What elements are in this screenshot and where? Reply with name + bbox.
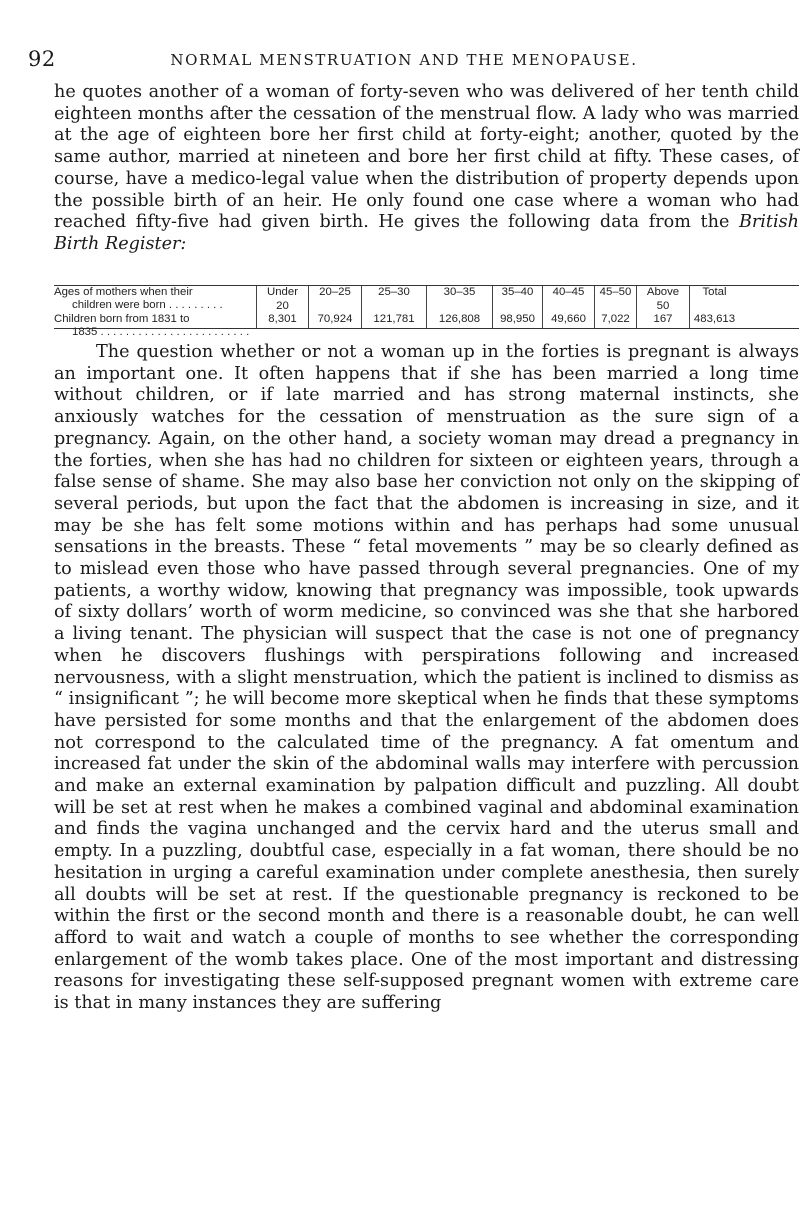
paragraph-pregnancy-question: The question whether or not a woman up in the forties is pregnant is always an important one. It often happens that if she has been married a long time without children, or if late married and has strong maternal instincts, she anxiously watches for the cessation of menstruation as the sure sign of a pregnancy. Again, on the other hand, a society woman may dread a pregnancy in the forties, when she has had no children for sixteen or eighteen years, through a false sense of shame. She may also base her conviction not only on the skipping of several periods, but upon the fact that the abdomen is increasing in size, and it may be she has felt some motions within and has perhaps had some unusual sensations in the breasts. These “ fetal movements ” may be so clearly defined as to mislead even those who have passed through several pregnancies. One of my patients, a worthy widow, knowing that pregnancy was impossible, took upwards of sixty dollars’ worth of worm medicine, so convinced was she that she harbored a living tenant. The physician will suspect that the case is not one of pregnancy when he discovers flushings with perspirations following and increased nervousness, with a slight menstruation, which the patient is inclined to dismiss as “ insignificant ”; he will become more skeptical when he finds that these symptoms have persisted for some months and that the enlargement of the abdomen does not correspond to the calculated time of the pregnancy. A fat omentum and increased fat under the skin of the abdominal walls may interfere with percussion and make an external examination by palpation difficult and puzzling. All doubt will be set at rest when he makes a combined vaginal and abdominal examination and finds the vagina unchanged and the cervix hard and the uterus small and empty. In a puzzling, doubtful case, especially in a fat woman, there should be no hesitation in urging a careful examination under complete anesthesia, then surely all doubts will be set at rest. If the questionable pregnancy is reckoned to be within the first or the second month and there is a reasonable doubt, he can well afford to wait and watch a couple of months to see whether the corresponding enlargement of the womb takes place. One of the most important and distressing reasons for investigating these self-supposed pregnant women with extreme care is that in many instances they are suffering [54, 342, 799, 1014]
count-cell: 98,950 [500, 313, 535, 325]
age-header: Above 50 [646, 286, 680, 312]
count-cell: 7,022 [601, 313, 630, 325]
age-header: Total [702, 286, 727, 298]
age-header: 25–30 [378, 286, 410, 298]
age-header: 45–50 [599, 286, 632, 298]
running-title: NORMAL MENSTRUATION AND THE MENOPAUSE. [170, 51, 638, 69]
count-cell: 70,924 [317, 313, 353, 325]
table-column [308, 286, 361, 328]
table-column [689, 286, 739, 328]
table-column [256, 286, 308, 328]
count-cell: 483,613 [693, 313, 736, 325]
register-title: British Birth Register: [54, 212, 799, 254]
row2-label: Children born from 1831 to [54, 313, 190, 325]
table-column [594, 286, 636, 328]
table-column [636, 286, 689, 328]
count-cell: 8,301 [268, 313, 297, 325]
age-header: Under 20 [266, 286, 299, 312]
age-header: 20–25 [319, 286, 351, 298]
table-column [542, 286, 594, 328]
table-column [492, 286, 542, 328]
paragraph-intro [54, 82, 799, 256]
page-number: 92 [28, 47, 56, 71]
age-header: 35–40 [501, 286, 534, 298]
age-header: 30–35 [443, 286, 476, 298]
birth-register-table [54, 285, 799, 338]
age-header: 40–45 [552, 286, 585, 298]
count-cell: 167 [653, 313, 673, 325]
table-column [361, 286, 426, 328]
table-row-labels [54, 286, 256, 338]
count-cell: 49,660 [551, 313, 586, 325]
paragraph-intro-text: he quotes another of a woman of forty-seven who was delivered of her tenth child eighteen months after the cessation of the menstrual flow. A lady who was married at the age of eighteen bore her first child at forty-eight; another, quoted by the same author, married at nineteen and bore her first child at fifty. These cases, of course, have a medico-legal value when the distribution of property depends upon the possible birth of an heir. He only found one case where a woman who had reached fifty-five had given birth. He gives the following data from the [54, 82, 799, 233]
table-column [426, 286, 492, 328]
count-cell: 121,781 [373, 313, 415, 325]
count-cell: 126,808 [438, 313, 481, 325]
page-header [14, 47, 794, 73]
row1-label-cont: children were born . . . . . . . . . [72, 299, 223, 311]
row1-label: Ages of mothers when their [54, 286, 193, 298]
row2-label-cont: 1835 . . . . . . . . . . . . . . . . . . . . . . . . [72, 326, 250, 338]
